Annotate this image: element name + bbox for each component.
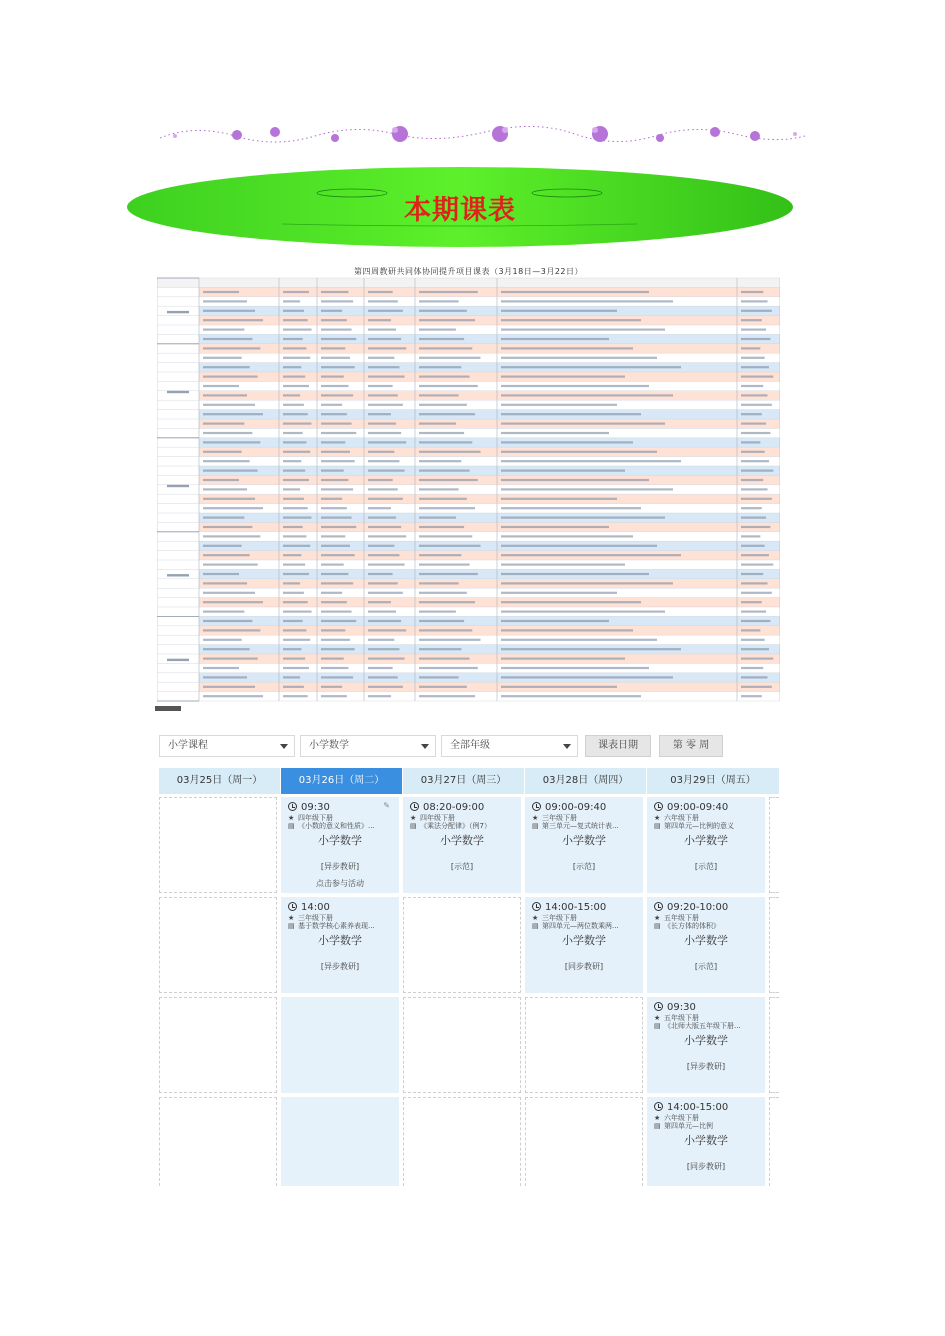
clock-icon <box>532 802 541 811</box>
clock-icon <box>654 1002 663 1011</box>
event-grade: ★ 六年级下册 <box>654 814 699 822</box>
chevron-down-icon <box>421 744 429 749</box>
event-topic: ▤ 《乘法分配律》（例7） <box>410 822 491 830</box>
slot-mon-1 <box>159 797 277 893</box>
clock-icon <box>288 902 297 911</box>
event-topic: ▤ 《长方体的体积》 <box>654 922 720 930</box>
event-subject: 小学数学 <box>440 834 484 847</box>
event-grade: ★ 四年级下册 <box>288 814 333 822</box>
event-grade: ★ 四年级下册 <box>410 814 455 822</box>
subject-select[interactable] <box>300 735 436 757</box>
slot-thu-3 <box>525 997 643 1093</box>
event-time: 14:00-15:00 <box>532 901 606 913</box>
event-card[interactable] <box>647 897 765 993</box>
event-time: 09:30 <box>654 1001 696 1013</box>
event-card[interactable] <box>525 797 643 893</box>
event-tag: [示范] <box>694 862 718 871</box>
event-tag: [示范] <box>450 862 474 871</box>
slot-mon-3 <box>159 997 277 1093</box>
event-subject: 小学数学 <box>684 834 728 847</box>
book-icon: ▤ <box>654 922 661 930</box>
schedule-table-image <box>157 264 780 709</box>
course-select-value: 小学课程 <box>168 740 208 751</box>
event-tag: [示范] <box>694 962 718 971</box>
day-header-thu[interactable]: 03月28日（周四） <box>525 768 646 794</box>
slot-edge <box>769 797 779 893</box>
event-card[interactable] <box>647 1097 765 1186</box>
event-grade: ★ 六年级下册 <box>654 1114 699 1122</box>
event-time: 14:00-15:00 <box>654 1101 728 1113</box>
course-select[interactable] <box>159 735 295 757</box>
chevron-down-icon <box>280 744 288 749</box>
book-icon: ▤ <box>654 822 661 830</box>
filter-bar <box>159 735 779 759</box>
star-icon: ★ <box>654 814 661 822</box>
event-subject: 小学数学 <box>562 934 606 947</box>
image-corner-mark <box>155 706 181 711</box>
event-topic: ▤ 第四单元—两位数乘两... <box>532 922 619 930</box>
star-icon: ★ <box>288 914 295 922</box>
event-topic: ▤ 基于数学核心素养表现... <box>288 922 375 930</box>
slot-wed-2 <box>403 897 521 993</box>
join-activity-link[interactable]: 点击参与活动 <box>316 879 364 888</box>
event-card[interactable] <box>281 897 399 993</box>
slot-tue-3 <box>281 997 399 1093</box>
banner-title: 本期课表 <box>404 195 516 226</box>
day-header-fri[interactable]: 03月29日（周五） <box>647 768 779 794</box>
pin-icon: ✎ <box>383 801 390 810</box>
schedule-date-button[interactable]: 课表日期 <box>585 735 651 757</box>
event-topic: ▤ 第四单元—比例 <box>654 1122 713 1130</box>
slot-edge <box>769 1097 779 1186</box>
book-icon: ▤ <box>288 922 295 930</box>
event-card[interactable] <box>281 797 399 893</box>
day-header-tue[interactable]: 03月26日（周二） <box>281 768 402 794</box>
event-grade: ★ 五年级下册 <box>654 914 699 922</box>
star-icon: ★ <box>410 814 417 822</box>
event-card[interactable] <box>525 897 643 993</box>
book-icon: ▤ <box>410 822 417 830</box>
event-topic: ▤ 第四单元—比例的意义 <box>654 822 734 830</box>
event-tag: [示范] <box>572 862 596 871</box>
slot-wed-3 <box>403 997 521 1093</box>
grade-select-value: 全部年级 <box>450 740 490 751</box>
event-time: 08:20-09:00 <box>410 801 484 813</box>
clock-icon <box>532 902 541 911</box>
clock-icon <box>654 902 663 911</box>
event-grade: ★ 三年级下册 <box>532 814 577 822</box>
event-tag: [异步教研] <box>320 862 360 871</box>
event-subject: 小学数学 <box>318 834 362 847</box>
event-time: 09:30 <box>288 801 330 813</box>
day-header-mon[interactable]: 03月25日（周一） <box>159 768 280 794</box>
star-icon: ★ <box>654 1114 661 1122</box>
event-subject: 小学数学 <box>318 934 362 947</box>
event-tag: [异步教研] <box>320 962 360 971</box>
star-icon: ★ <box>288 814 295 822</box>
event-tag: [同步教研] <box>564 962 604 971</box>
star-icon: ★ <box>532 814 539 822</box>
event-subject: 小学数学 <box>562 834 606 847</box>
week-button[interactable]: 第 零 周 <box>659 735 723 757</box>
event-subject: 小学数学 <box>684 1034 728 1047</box>
event-topic: ▤ 第三单元—复式统计表... <box>532 822 619 830</box>
subject-select-value: 小学数学 <box>309 740 349 751</box>
grade-select[interactable] <box>441 735 578 757</box>
star-icon: ★ <box>654 1014 661 1022</box>
event-card[interactable] <box>647 797 765 893</box>
book-icon: ▤ <box>654 1122 661 1130</box>
event-topic: ▤ 《小数的意义和性质》... <box>288 822 375 830</box>
star-icon: ★ <box>654 914 661 922</box>
slot-edge <box>769 897 779 993</box>
table-title: 第四周教研共同体协同提升项目课表（3月18日—3月22日） <box>353 267 584 276</box>
clock-icon <box>654 1102 663 1111</box>
floral-divider <box>155 120 810 152</box>
event-grade: ★ 三年级下册 <box>532 914 577 922</box>
book-icon: ▤ <box>288 822 295 830</box>
table-grid <box>157 264 780 709</box>
slot-thu-4 <box>525 1097 643 1186</box>
event-subject: 小学数学 <box>684 1134 728 1147</box>
event-time: 09:20-10:00 <box>654 901 728 913</box>
event-tag: [异步教研] <box>686 1062 726 1071</box>
event-time: 09:00-09:40 <box>654 801 728 813</box>
star-icon: ★ <box>532 914 539 922</box>
event-card[interactable] <box>647 997 765 1093</box>
event-time: 09:00-09:40 <box>532 801 606 813</box>
event-time: 14:00 <box>288 901 330 913</box>
slot-tue-4 <box>281 1097 399 1186</box>
clock-icon <box>654 802 663 811</box>
book-icon: ▤ <box>532 822 539 830</box>
day-header-wed[interactable]: 03月27日（周三） <box>403 768 524 794</box>
event-grade: ★ 三年级下册 <box>288 914 333 922</box>
book-icon: ▤ <box>654 1022 661 1030</box>
chevron-down-icon <box>563 744 571 749</box>
book-icon: ▤ <box>532 922 539 930</box>
event-topic: ▤ 《北师大版五年级下册... <box>654 1022 741 1030</box>
slot-mon-2 <box>159 897 277 993</box>
clock-icon <box>410 802 419 811</box>
event-subject: 小学数学 <box>684 934 728 947</box>
slot-edge <box>769 997 779 1093</box>
slot-wed-4 <box>403 1097 521 1186</box>
event-card[interactable] <box>403 797 521 893</box>
slot-mon-4 <box>159 1097 277 1186</box>
event-grade: ★ 五年级下册 <box>654 1014 699 1022</box>
event-tag: [同步教研] <box>686 1162 726 1171</box>
clock-icon <box>288 802 297 811</box>
